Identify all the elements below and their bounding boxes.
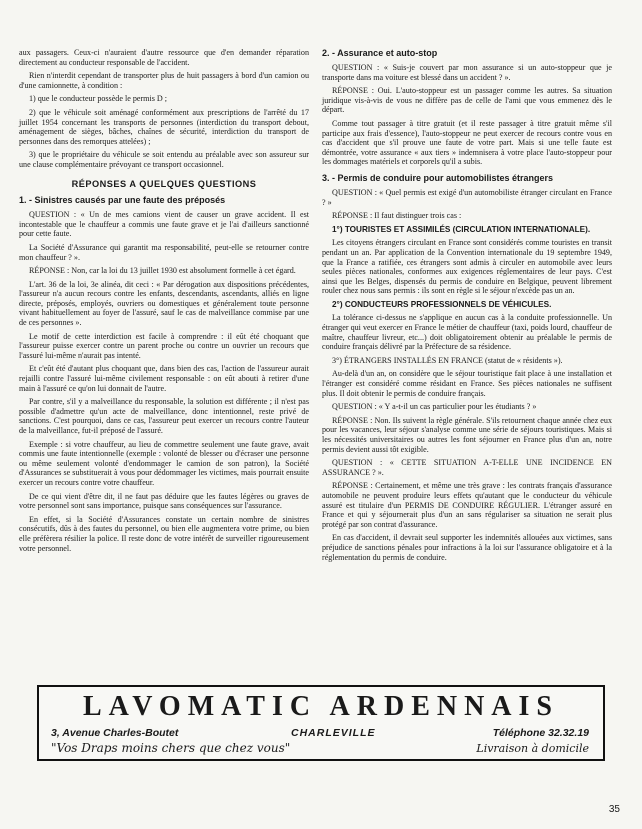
paragraph: RÉPONSE : Certainement, et même une très grave : les contrats français d'assurance automobile ne peuvent produire leurs effets qu'autant que le conducteur du véhicule assuré est titulaire d'un PERMIS DE CONDUIRE RÉGULIER. L'étranger assuré en France et qui y séjournerait plus d'un an sans régulariser sa situation ne serait plus protégé par son contrat d'assurance. xyxy=(322,481,612,529)
right-column xyxy=(322,48,612,566)
ad-address: 3, Avenue Charles-Boutet xyxy=(51,727,179,739)
paragraph: QUESTION : « CETTE SITUATION A-T-ELLE UNE INCIDENCE EN ASSURANCE ? ». xyxy=(322,458,612,477)
section-title: RÉPONSES A QUELQUES QUESTIONS xyxy=(71,178,257,189)
paragraph: Au-delà d'un an, on considère que le séjour touristique fait place à une installation et l'étranger est considéré comme résidant en France. Ses pièces nationales ne suffisent plus. Il doit obtenir le permis de conduire français. xyxy=(322,369,612,398)
paragraph: Et c'eût été d'autant plus choquant que, dans bien des cas, l'action de l'assureur aurait rejailli contre l'assuré lui-même civilement responsable : on eût abouti à retirer d'une main à l'assuré ce qu'on lui donnait de l'autre. xyxy=(19,364,309,393)
paragraph: QUESTION : « Y a-t-il un cas particulier pour les étudiants ? » xyxy=(332,402,537,412)
ad-slogan: "Vos Draps moins chers que chez vous" xyxy=(51,741,291,755)
paragraph: L'art. 36 de la loi, 3e alinéa, dit ceci : « Par dérogation aux dispositions précédentes, l'assureur n'a aucun recours contre les enfants, descendants, ascendants, alliés en ligne directe, préposés, employés, ouvriers ou domestiques et généralement toute personne vivant habituellement au foyer de l'assuré, sauf le cas de malveillance commise par une de ces personnes ». xyxy=(19,279,309,328)
paragraph: QUESTION : « Suis-je couvert par mon assurance si un auto-stoppeur que je transporte dans ma voiture est blessé dans un accident ? ». xyxy=(322,63,612,82)
paragraph: La tolérance ci-dessus ne s'applique en aucun cas à la conduite professionnelle. Un étranger qui veut exercer en France le métier de chauffeur (taxi, poids lourd, chauffeur de maître, chauffeur livreur, etc...) doit obligatoirement obtenir au préalable le permis de conduire français délivré par la Préfecture de sa résidence. xyxy=(322,313,612,352)
paragraph: De ce qui vient d'être dit, il ne faut pas déduire que les fautes légères ou graves de votre personnel sont sans importance, puisque sans conséquences sur l'assurance. xyxy=(19,491,309,511)
subsection-heading: 2. - Assurance et auto-stop xyxy=(322,48,438,58)
paragraph: En effet, si la Société d'Assurances constate un certain nombre de sinistres consécutifs, dûs à des fautes du personnel, ou bien elle augmentera votre prime, ou bien elle préfèrera résilier la police. Il reste donc de votre intérêt de surveiller rigoureusement votre personnel. xyxy=(19,514,309,553)
paragraph: Exemple : si votre chauffeur, au lieu de commettre seulement une faute grave, avait commis une faute intentionnelle (exemple : volonté de blesser ou d'écraser une personne ou même seulement volonté d'endommager le camion de son patron), la Société d'Assurances se substituerait à vous pour dédommager les victimes, mais pourrait ensuite exercer un recours contre votre chauffeur. xyxy=(19,439,309,487)
paragraph: QUESTION : « Un de mes camions vient de causer un grave accident. Il est incontestable que le chauffeur a commis une faute grave et je l'ai d'ailleurs sanctionné pour cette faute. xyxy=(19,210,309,239)
paragraph: aux passagers. Ceux-ci n'auraient d'autre ressource que d'en demander réparation directement au conducteur responsable de l'accident. xyxy=(19,48,309,67)
case-heading: 1°) TOURISTES ET ASSIMILÉS (CIRCULATION INTERNATIONALE). xyxy=(332,224,591,234)
paragraph: 3) que le propriétaire du véhicule se soit entendu au préalable avec son assureur sur une clause complémentaire prévoyant ce transport occasionnel. xyxy=(19,150,309,169)
paragraph: La Société d'Assurance qui garantit ma responsabilité, peut-elle se retourner contre mon chauffeur ? ». xyxy=(19,242,309,262)
subsection-heading: 3. - Permis de conduire pour automobilistes étrangers xyxy=(322,172,554,183)
paragraph: Les citoyens étrangers circulant en France sont considérés comme touristes en transit pendant un an. Par application de la Convention internationale du 19 septembre 1949, que la France a ratifiée, ces étrangers sont admis à circuler en automobile avec leurs seules pièces nationales, conformes aux exigences réglementaires de leur pays. C'est ainsi que les Belges, dispensés du permis de conduire en Belgique, peuvent librement rouler chez nous sans permis : ils sont en règle si le séjour n'excède pas un an. xyxy=(322,238,612,296)
paragraph: Par contre, s'il y a malveillance du responsable, la solution est différente ; il n'est pas possible d'admettre qu'un acte de malveillance, donc intentionnel, reste privé de sanctions. C'est pourquoi, dans ce cas, l'assureur peut exercer un recours contre l'auteur de la malveillance, fut-il préposé de l'assuré. xyxy=(19,397,309,435)
paragraph: En cas d'accident, il devrait seul supporter les indemnités allouées aux victimes, sans préjudice de sanctions pénales pour infractions à la loi sur l'assurance obligatoire et à la réglementation du permis de conduire. xyxy=(322,533,612,562)
paragraph: RÉPONSE : Il faut distinguer trois cas : xyxy=(332,211,462,221)
ad-city: CHARLEVILLE xyxy=(291,727,376,739)
paragraph: RÉPONSE : Oui. L'auto-stoppeur est un passager comme les autres. Sa situation juridique vis-à-vis de vous ne diffère pas de celle de l'ami que vous emmenez dès le départ. xyxy=(322,86,612,115)
paragraph: 1) que le conducteur possède le permis D ; xyxy=(29,94,168,104)
paragraph: QUESTION : « Quel permis est exigé d'un automobiliste étranger circulant en France ? » xyxy=(322,187,612,207)
page-number: 35 xyxy=(608,804,620,815)
subsection-heading: 1. - Sinistres causés par une faute des préposés xyxy=(19,195,226,206)
paragraph: Comme tout passager à titre gratuit (et il reste passager à titre gratuit même s'il participe aux frais d'essence), l'auto-stoppeur ne peut exercer de recours contre vous en cas d'accident que s'il prouve une faute de votre part. Mais si une telle faute est démontrée, votre assurance « aux tiers » indemnisera à votre place l'auto-stoppeur pour les dommages matériels et corporels qu'il a subis. xyxy=(322,118,612,167)
ad-phone: Téléphone 32.32.19 xyxy=(492,727,589,739)
paragraph: RÉPONSE : Non. Ils suivent la règle générale. S'ils retournent chaque année chez eux pour les vacances, leur séjour s'analyse comme une série de séjours touristiques. Mais si les nécessités universitaires ou autres les font séjourner en France plus d'un an, notre permis devient aussi tôt exigible. xyxy=(322,415,612,454)
case-heading: 3°) ÉTRANGERS INSTALLÉS EN FRANCE (statut de « résidents »). xyxy=(332,355,563,365)
paragraph: 2) que le véhicule soit aménagé conformément aux prescriptions de l'arrêté du 17 juillet 1954 concernant les transports de personnes (interdiction du transport debout, aménagement de sièges, bâches, chaînes de sécurité, interdiction du transport de personnes dans des remorques attelées) ; xyxy=(19,107,309,146)
case-heading: 2°) CONDUCTEURS PROFESSIONNELS DE VÉHICULES. xyxy=(332,299,552,309)
ad-delivery: Livraison à domicile xyxy=(476,742,589,755)
paragraph: Le motif de cette interdiction est facile à comprendre : il eût été choquant que l'assureur puisse exercer contre un parent proche ou contre un ouvrier un recours que l'assuré lui-même n'aurait pas intenté. xyxy=(19,331,309,360)
ad-brand-name: LAVOMATIC ARDENNAIS xyxy=(82,691,559,722)
paragraph: Rien n'interdit cependant de transporter plus de huit passagers à bord d'un camion ou d'une camionnette, à condition : xyxy=(19,71,309,90)
left-column xyxy=(19,48,309,557)
paragraph: RÉPONSE : Non, car la loi du 13 juillet 1930 est absolument formelle à cet égard. xyxy=(29,266,296,276)
advertisement-box xyxy=(37,685,605,761)
